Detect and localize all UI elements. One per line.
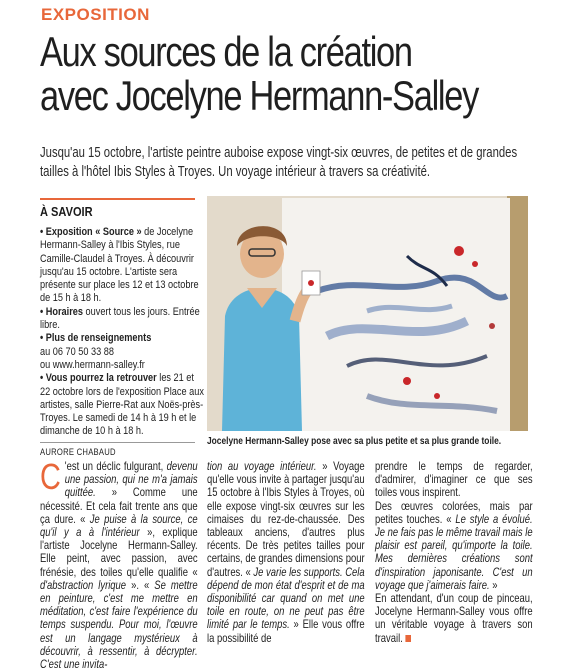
savoir-title: À SAVOIR xyxy=(40,204,93,219)
byline-rule xyxy=(40,442,195,443)
title-line-2: avec Jocelyne Hermann-Salley xyxy=(40,72,478,119)
body-paragraph: C 'est un déclic fulgurant, devenu une passion, qui ne m'a jamais quittée. » Comme une nécessité. Et cela fait trente ans que ça dure. « Je puise à la source, ce qu'il y a à l'intérieur », explique l'artiste Jocelyne Hermann-Salley. Elle peint, avec passion, avec frénésie, des toiles qu'elle qualifie « d'abstraction lyrique ». « Se mettre en peinture, c'est me mettre en méditation, c'est faire l'expérience du temps suspendu. Pour moi, l'œuvre est un langage mystérieux à découvrir, à ressentir, à décrypter. C'est une invita- xyxy=(40,456,198,671)
savoir-rule xyxy=(40,198,195,200)
article-title xyxy=(40,28,478,119)
body-paragraph: En attendant, d'un coup de pinceau, Jocelyne Hermann-Salley vous offre un véritable voyage à travers son travail. xyxy=(375,591,533,645)
savoir-item: • Exposition « Source » de Jocelyne Hermann-Salley à l'Ibis Styles, rue Camille-Claudel à Troyes. À découvrir jusqu'au 15 octobre. L'artiste sera présente sur place les 12 et 13 octobre de 15 h à 18 h. xyxy=(40,226,199,305)
title-line-1: Aux sources de la création xyxy=(40,28,412,75)
dropcap: C xyxy=(40,456,61,497)
photo-illustration xyxy=(207,196,528,431)
savoir-item: • Vous pourrez la retrouver les 21 et 22 octobre lors de l'exposition Place aux artistes, salle Pierre-Rat aux Noës-près-Troyes. Le samedi de 14 h à 19 h et le dimanche de 10 h à 18 h. xyxy=(40,372,204,438)
body-paragraph: prendre le temps de regarder, d'admirer, d'imaginer ce que ses toiles vous inspirent. xyxy=(375,459,533,500)
section-rubric: EXPOSITION xyxy=(41,5,150,24)
body-paragraph: Des œuvres colorées, mais par petites touches. « Le style a évolué. Je ne fais pas le même travail mais le plaisir est pareil, qu'importe la toile. Mes dernières créations sont d'inspiration japonisante. C'est un voyage que j'aimerais faire. » xyxy=(375,498,533,592)
body-paragraph: tion au voyage intérieur. » Voyage qu'elle vous invite à partager jusqu'au 15 octobre à l'Ibis Styles à Troyes, où elle expose vingt-six œuvres sur les cimaises du rez-de-chaussée. Des tableaux anciens, d'autres plus récents. De très petites tailles pour certains, de grandes dimensions pour d'autres. « Je varie les supports. Cela dépend de mon état d'esprit et de ma disponibilité car quand on met une toile en route, on ne peut pas être limité par le temps. » Elle vous offre la possibilité de xyxy=(207,459,365,645)
savoir-item: • Plus de renseignements au 06 70 50 33 88 ou www.hermann-salley.fr xyxy=(40,332,152,371)
article-lead: Jusqu'au 15 octobre, l'artiste peintre auboise expose vingt-six œuvres, de petites et de grandes tailles à l'hôtel Ibis Styles à Troyes. Un voyage intérieur à travers sa créativité. xyxy=(40,145,518,180)
photo-caption: Jocelyne Hermann-Salley pose avec sa plus petite et sa plus grande toile. xyxy=(207,435,502,447)
savoir-box xyxy=(40,226,204,439)
end-mark-icon xyxy=(405,635,411,642)
body-column-3 xyxy=(375,460,533,645)
article-photo xyxy=(207,196,528,431)
body-column-1 xyxy=(40,456,198,671)
savoir-item: • Horaires ouvert tous les jours. Entrée libre. xyxy=(40,305,200,332)
byline: AURORE CHABAUD xyxy=(40,447,116,457)
body-column-2 xyxy=(207,460,365,645)
